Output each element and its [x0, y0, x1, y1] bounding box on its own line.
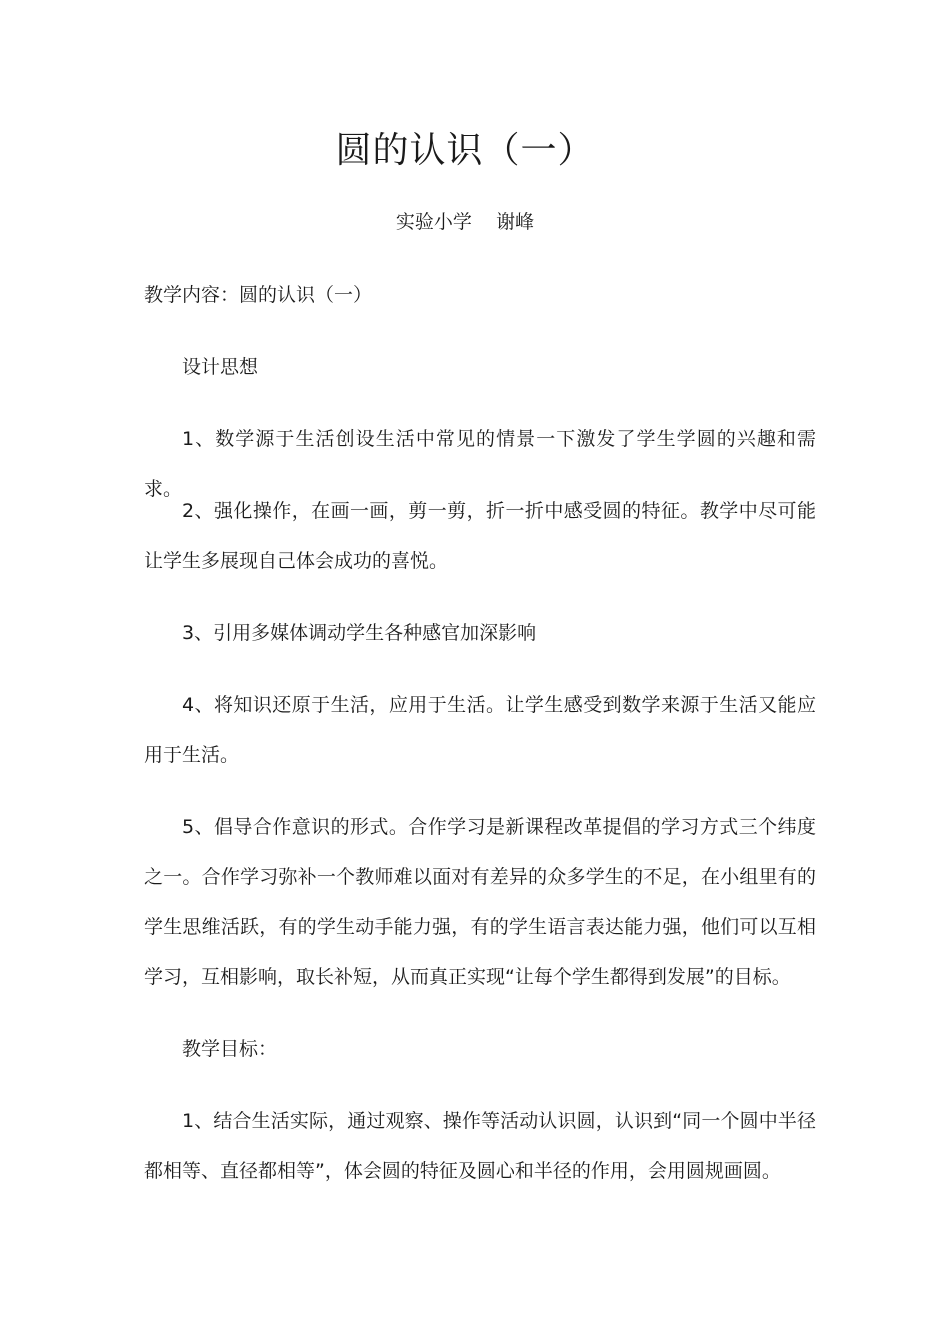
author-school: 实验小学: [395, 211, 472, 233]
author-line: [0, 208, 930, 236]
design-item-4: 4、将知识还原于生活，应用于生活。让学生感受到数学来源于生活又能应用于生活。: [144, 694, 816, 766]
author-name: 谢峰: [496, 211, 535, 233]
design-item-5: 5、倡导合作意识的形式。合作学习是新课程改革提倡的学习方式三个纬度之一。合作学习弥补一个教师难以面对有差异的众多学生的不足，在小组里有的学生思维活跃，有的学生动手能力强，有的学生语言表达能力强，他们可以互相学习，互相影响，取长补短，从而真正实现“让每个学生都得到发展”的目标。: [144, 816, 816, 988]
author-spacer: [472, 211, 496, 233]
goals-heading: 教学目标：: [182, 1038, 278, 1060]
teaching-content-line: 教学内容：圆的认识（一）: [144, 284, 373, 306]
design-heading: 设计思想: [182, 356, 259, 378]
document-title: 圆的认识（一）: [335, 130, 595, 171]
goal-item-1: 1、结合生活实际，通过观察、操作等活动认识圆，认识到“同一个圆中半径都相等、直径都相等”，体会圆的特征及圆心和半径的作用，会用圆规画圆。: [144, 1110, 816, 1182]
design-item-3: 3、引用多媒体调动学生各种感官加深影响: [182, 622, 537, 644]
design-item-1: 1、数学源于生活创设生活中常见的情景一下激发了学生学圆的兴趣和需求。: [144, 428, 816, 500]
design-item-2: 2、强化操作，在画一画，剪一剪，折一折中感受圆的特征。教学中尽可能让学生多展现自己体会成功的喜悦。: [144, 500, 816, 572]
